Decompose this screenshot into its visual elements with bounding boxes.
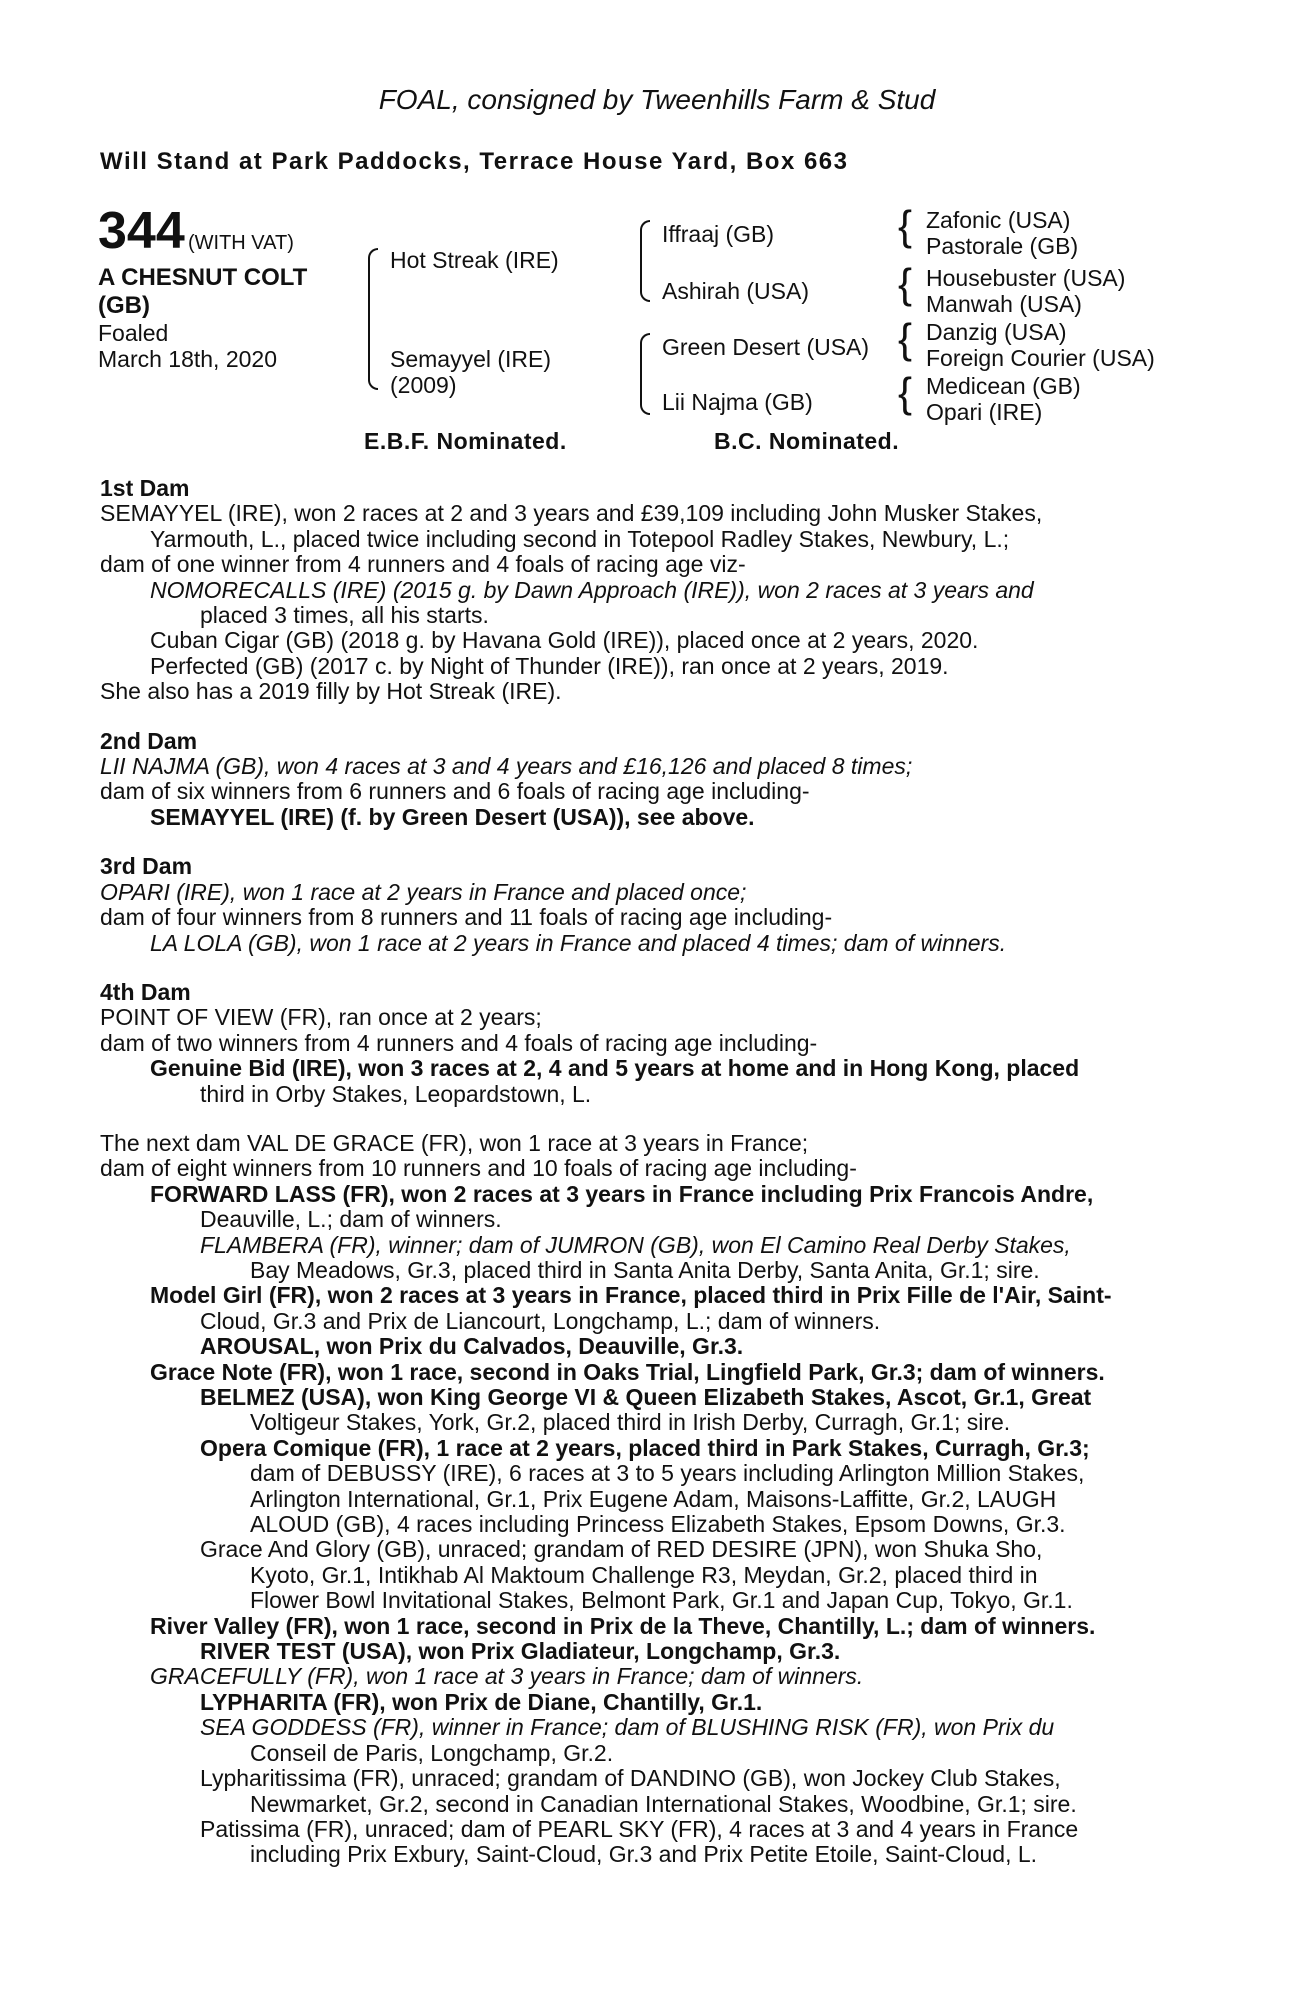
bc-nominated: B.C. Nominated.	[714, 428, 900, 454]
next-dam-section	[100, 1131, 1210, 1868]
pedigree-ggp-7: Medicean (GB)	[926, 373, 1081, 399]
text-line: dam of one winner from 4 runners and 4 foals of racing age viz-	[100, 551, 746, 578]
text-line: Cloud, Gr.3 and Prix de Liancourt, Longchamp, L.; dam of winners.	[200, 1307, 881, 1334]
pedigree-ggp-5: Danzig (USA)	[926, 319, 1067, 345]
text-line: including Prix Exbury, Saint-Cloud, Gr.3 and Prix Petite Etoile, Saint-Cloud, L.	[250, 1841, 1038, 1868]
text-line: Arlington International, Gr.1, Prix Eugene Adam, Maisons-Laffitte, Gr.2, LAUGH	[250, 1485, 1057, 1512]
text-line: ALOUD (GB), 4 races including Princess Elizabeth Stakes, Epsom Downs, Gr.3.	[250, 1511, 1066, 1538]
text-line: Yarmouth, L., placed twice including second in Totepool Radley Stakes, Newbury, L.;	[150, 525, 1010, 552]
pedigree-ggp-1: Zafonic (USA)	[926, 207, 1071, 233]
pedigree-dam-year: (2009)	[390, 372, 457, 398]
text-line: NOMORECALLS (IRE) (2015 g. by Dawn Approach (IRE)), won 2 races at 3 years and	[150, 576, 1034, 603]
text-line: SEA GODDESS (FR), winner in France; dam of BLUSHING RISK (FR), won Prix du	[200, 1714, 1055, 1741]
pedigree-dam-sire: Green Desert (USA)	[662, 334, 870, 360]
text-line: Lypharitissima (FR), unraced; grandam of DANDINO (GB), won Jockey Club Stakes,	[200, 1765, 1061, 1792]
text-line: GRACEFULLY (FR), won 1 race at 3 years in France; dam of winners.	[150, 1663, 864, 1690]
text-line: dam of DEBUSSY (IRE), 6 races at 3 to 5 years including Arlington Million Stakes,	[250, 1460, 1085, 1487]
pedigree-ggp-2: Pastorale (GB)	[926, 233, 1079, 259]
text-line: Model Girl (FR), won 2 races at 3 years in France, placed third in Prix Fille de l'Air, Saint-	[150, 1282, 1112, 1309]
second-dam-section	[100, 729, 1210, 831]
text-line: dam of two winners from 4 runners and 4 foals of racing age including-	[100, 1029, 818, 1056]
text-line: Flower Bowl Invitational Stakes, Belmont Park, Gr.1 and Japan Cup, Tokyo, Gr.1.	[250, 1587, 1073, 1614]
pedigree-dam-dam: Lii Najma (GB)	[662, 389, 813, 415]
text-line: Conseil de Paris, Longchamp, Gr.2.	[250, 1739, 614, 1766]
text-line: River Valley (FR), won 1 race, second in Prix de la Theve, Chantilly, L.; dam of winners.	[150, 1612, 1096, 1639]
lot-description-line-1: A CHESNUT COLT	[98, 264, 308, 291]
ebf-nominated: E.B.F. Nominated.	[364, 428, 567, 454]
text-line: FORWARD LASS (FR), won 2 races at 3 years in France including Prix Francois Andre,	[150, 1180, 1094, 1207]
text-line: AROUSAL, won Prix du Calvados, Deauville, Gr.3.	[200, 1333, 744, 1360]
pedigree-sire: Hot Streak (IRE)	[390, 247, 559, 273]
fourth-dam-section	[100, 980, 1210, 1107]
sire-parents-brace	[640, 220, 650, 302]
text-line: Perfected (GB) (2017 c. by Night of Thunder (IRE)), ran once at 2 years, 2019.	[150, 652, 949, 679]
pedigree-ggp-8: Opari (IRE)	[926, 399, 1043, 425]
text-line: SEMAYYEL (IRE) (f. by Green Desert (USA)), see above.	[150, 803, 755, 830]
text-line: OPARI (IRE), won 1 race at 2 years in France and placed once;	[100, 878, 747, 905]
text-line: dam of four winners from 8 runners and 11 foals of racing age including-	[100, 904, 833, 931]
text-line: Deauville, L.; dam of winners.	[200, 1206, 502, 1233]
text-line: Voltigeur Stakes, York, Gr.2, placed third in Irish Derby, Curragh, Gr.1; sire.	[250, 1409, 1011, 1436]
section-title: 4th Dam	[100, 978, 191, 1005]
pedigree-ggp-3: Housebuster (USA)	[926, 265, 1126, 291]
ggp-brace-2: {	[898, 260, 913, 307]
text-line: Patissima (FR), unraced; dam of PEARL SKY (FR), 4 races at 3 and 4 years in France	[200, 1815, 1079, 1842]
text-line: LA LOLA (GB), won 1 race at 2 years in France and placed 4 times; dam of winners.	[150, 929, 1007, 956]
text-line: dam of eight winners from 10 runners and 10 foals of racing age including-	[100, 1155, 857, 1182]
pedigree-ggp-4: Manwah (USA)	[926, 291, 1082, 317]
lot-description	[98, 264, 307, 320]
lot-number: 344	[98, 202, 185, 260]
pedigree-ggp-6: Foreign Courier (USA)	[926, 345, 1155, 371]
section-title: 3rd Dam	[100, 853, 193, 880]
foaled-label: Foaled	[98, 320, 169, 346]
text-line: Grace And Glory (GB), unraced; grandam of RED DESIRE (JPN), won Shuka Sho,	[200, 1536, 1043, 1563]
lot-description-line-2: (GB)	[98, 292, 150, 319]
text-line: Kyoto, Gr.1, Intikhab Al Maktoum Challenge R3, Meydan, Gr.2, placed third in	[250, 1561, 1038, 1588]
text-line: LYPHARITA (FR), won Prix de Diane, Chantilly, Gr.1.	[200, 1688, 763, 1715]
text-line: The next dam VAL DE GRACE (FR), won 1 race at 3 years in France;	[100, 1129, 809, 1156]
stand-location: Will Stand at Park Paddocks, Terrace House Yard, Box 663	[100, 148, 849, 175]
foaled-info	[98, 320, 277, 372]
text-line: She also has a 2019 filly by Hot Streak (IRE).	[100, 678, 562, 705]
text-line: SEMAYYEL (IRE), won 2 races at 2 and 3 years and £39,109 including John Musker Stakes,	[100, 500, 1043, 527]
text-line: Grace Note (FR), won 1 race, second in Oaks Trial, Lingfield Park, Gr.3; dam of winners.	[150, 1358, 1105, 1385]
text-line: BELMEZ (USA), won King George VI & Queen Elizabeth Stakes, Ascot, Gr.1, Great	[200, 1384, 1092, 1410]
text-line: Cuban Cigar (GB) (2018 g. by Havana Gold (IRE)), placed once at 2 years, 2020.	[150, 627, 979, 654]
ggp-brace-3: {	[898, 315, 913, 362]
vat-note: (WITH VAT)	[188, 232, 294, 254]
sire-dam-brace	[368, 248, 378, 390]
text-line: third in Orby Stakes, Leopardstown, L.	[200, 1080, 592, 1107]
third-dam-section	[100, 854, 1210, 956]
text-line: Newmarket, Gr.2, second in Canadian International Stakes, Woodbine, Gr.1; sire.	[250, 1790, 1077, 1817]
ggp-brace-1: {	[898, 202, 913, 249]
foaled-date: March 18th, 2020	[98, 346, 278, 372]
text-line: Genuine Bid (IRE), won 3 races at 2, 4 and 5 years at home and in Hong Kong, placed	[150, 1055, 1080, 1082]
text-line: POINT OF VIEW (FR), ran once at 2 years;	[100, 1004, 542, 1031]
text-line: LII NAJMA (GB), won 4 races at 3 and 4 years and £16,126 and placed 8 times;	[100, 753, 913, 780]
text-line: RIVER TEST (USA), won Prix Gladiateur, Longchamp, Gr.3.	[200, 1638, 841, 1665]
pedigree-sire-sire: Iffraaj (GB)	[662, 221, 775, 247]
consignor-header: FOAL, consigned by Tweenhills Farm & Stud	[378, 84, 936, 115]
ggp-brace-4: {	[898, 369, 913, 416]
pedigree-sire-dam: Ashirah (USA)	[662, 278, 809, 304]
section-title: 2nd Dam	[100, 727, 198, 754]
section-title: 1st Dam	[100, 475, 190, 501]
text-line: Opera Comique (FR), 1 race at 2 years, placed third in Park Stakes, Curragh, Gr.3;	[200, 1434, 1090, 1461]
dam-parents-brace	[640, 333, 650, 415]
text-line: FLAMBERA (FR), winner; dam of JUMRON (GB), won El Camino Real Derby Stakes,	[200, 1231, 1071, 1258]
text-line: placed 3 times, all his starts.	[200, 602, 489, 629]
pedigree-dam: Semayyel (IRE)	[390, 346, 552, 372]
first-dam-section	[100, 476, 1210, 705]
text-line: dam of six winners from 6 runners and 6 foals of racing age including-	[100, 778, 810, 805]
text-line: Bay Meadows, Gr.3, placed third in Santa Anita Derby, Santa Anita, Gr.1; sire.	[250, 1256, 1040, 1283]
catalogue-body	[100, 476, 1210, 1892]
